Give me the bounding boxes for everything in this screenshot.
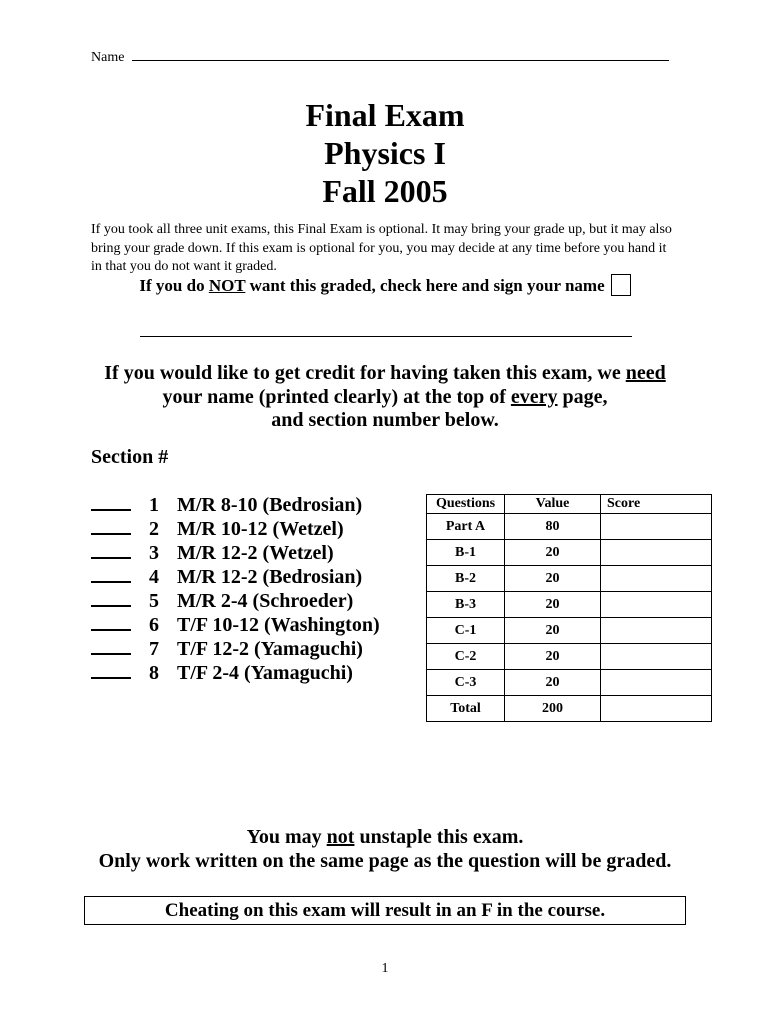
table-row bbox=[427, 670, 712, 696]
col-value: Value bbox=[505, 495, 601, 514]
credit-text-3: page, bbox=[557, 385, 608, 408]
value-cell: 200 bbox=[505, 696, 601, 722]
opt-out-not: NOT bbox=[208, 276, 246, 295]
section-number: 3 bbox=[149, 542, 159, 564]
value-cell: 20 bbox=[505, 618, 601, 644]
table-row-total bbox=[427, 696, 712, 722]
staple-not: not bbox=[326, 826, 355, 848]
exam-title: Final Exam bbox=[305, 97, 465, 133]
section-heading: Section # bbox=[91, 446, 169, 468]
section-blank[interactable] bbox=[91, 516, 131, 535]
credit-need: need bbox=[625, 362, 666, 384]
staple-notice bbox=[0, 825, 770, 873]
opt-out-pre: If you do bbox=[139, 276, 209, 295]
credit-text-2: your name (printed clearly) at the top of bbox=[162, 385, 511, 408]
section-number: 8 bbox=[149, 662, 159, 684]
table-row bbox=[427, 644, 712, 670]
credit-instructions bbox=[0, 362, 770, 433]
table-row bbox=[427, 566, 712, 592]
credit-every: every bbox=[510, 385, 558, 408]
score-table bbox=[426, 494, 712, 722]
section-blank[interactable] bbox=[91, 564, 131, 583]
section-number: 1 bbox=[149, 494, 159, 516]
section-blank[interactable] bbox=[91, 588, 131, 607]
section-label: M/R 12-2 (Wetzel) bbox=[177, 542, 334, 564]
intro-paragraph: If you took all three unit exams, this Final Exam is optional. It may bring your grade up, but it may also bring your grade down. If this exam is optional for you, you may decide at any time before you hand it in that you do not want it graded. bbox=[91, 222, 672, 274]
table-row bbox=[427, 540, 712, 566]
section-blank[interactable] bbox=[91, 612, 131, 631]
section-label: T/F 2-4 (Yamaguchi) bbox=[177, 662, 353, 684]
section-option bbox=[91, 540, 380, 564]
question-cell: C-1 bbox=[427, 618, 505, 644]
value-cell: 20 bbox=[505, 566, 601, 592]
section-option bbox=[91, 564, 380, 588]
question-cell: B-2 bbox=[427, 566, 505, 592]
value-cell: 20 bbox=[505, 592, 601, 618]
section-number: 2 bbox=[149, 518, 159, 540]
question-cell: B-3 bbox=[427, 592, 505, 618]
opt-out-checkbox[interactable] bbox=[611, 274, 631, 296]
score-cell[interactable] bbox=[601, 618, 712, 644]
opt-out-post: want this graded, check here and sign your name bbox=[245, 276, 605, 295]
section-list bbox=[91, 492, 380, 684]
section-option bbox=[91, 588, 380, 612]
section-label: M/R 2-4 (Schroeder) bbox=[177, 590, 354, 612]
col-questions: Questions bbox=[427, 495, 505, 514]
name-underline[interactable] bbox=[132, 48, 669, 61]
cheating-warning: Cheating on this exam will result in an F in the course. bbox=[84, 896, 686, 925]
section-number: 6 bbox=[149, 614, 159, 636]
section-label: T/F 10-12 (Washington) bbox=[177, 614, 380, 636]
term-title: Fall 2005 bbox=[322, 173, 448, 209]
section-option bbox=[91, 636, 380, 660]
section-number: 4 bbox=[149, 566, 159, 588]
score-table-header bbox=[427, 495, 712, 514]
section-blank[interactable] bbox=[91, 492, 131, 511]
table-row bbox=[427, 514, 712, 540]
section-option bbox=[91, 516, 380, 540]
course-title: Physics I bbox=[324, 135, 446, 171]
question-cell: C-3 bbox=[427, 670, 505, 696]
name-field[interactable] bbox=[91, 48, 669, 66]
section-blank[interactable] bbox=[91, 540, 131, 559]
score-cell[interactable] bbox=[601, 540, 712, 566]
section-option bbox=[91, 492, 380, 516]
value-cell: 20 bbox=[505, 644, 601, 670]
credit-text-1: If you would like to get credit for having taken this exam, we bbox=[104, 362, 626, 384]
section-option bbox=[91, 660, 380, 684]
table-row bbox=[427, 592, 712, 618]
question-cell: C-2 bbox=[427, 644, 505, 670]
section-label: M/R 8-10 (Bedrosian) bbox=[177, 494, 363, 516]
value-cell: 80 bbox=[505, 514, 601, 540]
value-cell: 20 bbox=[505, 670, 601, 696]
grading-notice: Only work written on the same page as the question will be graded. bbox=[98, 850, 672, 872]
staple-pre: You may bbox=[246, 826, 327, 848]
question-cell: Total bbox=[427, 696, 505, 722]
opt-out-line bbox=[0, 276, 770, 298]
staple-post: unstaple this exam. bbox=[354, 826, 524, 848]
section-blank[interactable] bbox=[91, 660, 131, 679]
section-label: T/F 12-2 (Yamaguchi) bbox=[177, 638, 363, 660]
section-number: 7 bbox=[149, 638, 159, 660]
question-cell: Part A bbox=[427, 514, 505, 540]
section-label: M/R 12-2 (Bedrosian) bbox=[177, 566, 363, 588]
score-cell[interactable] bbox=[601, 592, 712, 618]
credit-text-4: and section number below. bbox=[271, 409, 499, 431]
score-cell[interactable] bbox=[601, 696, 712, 722]
name-label: Name bbox=[91, 50, 125, 65]
score-cell[interactable] bbox=[601, 566, 712, 592]
section-label: M/R 10-12 (Wetzel) bbox=[177, 518, 344, 540]
page-number: 1 bbox=[381, 961, 389, 976]
section-blank[interactable] bbox=[91, 636, 131, 655]
col-score: Score bbox=[601, 495, 712, 514]
question-cell: B-1 bbox=[427, 540, 505, 566]
table-row bbox=[427, 618, 712, 644]
section-number: 5 bbox=[149, 590, 159, 612]
score-cell[interactable] bbox=[601, 514, 712, 540]
score-cell[interactable] bbox=[601, 670, 712, 696]
score-cell[interactable] bbox=[601, 644, 712, 670]
value-cell: 20 bbox=[505, 540, 601, 566]
signature-line[interactable] bbox=[140, 336, 632, 337]
section-option bbox=[91, 612, 380, 636]
